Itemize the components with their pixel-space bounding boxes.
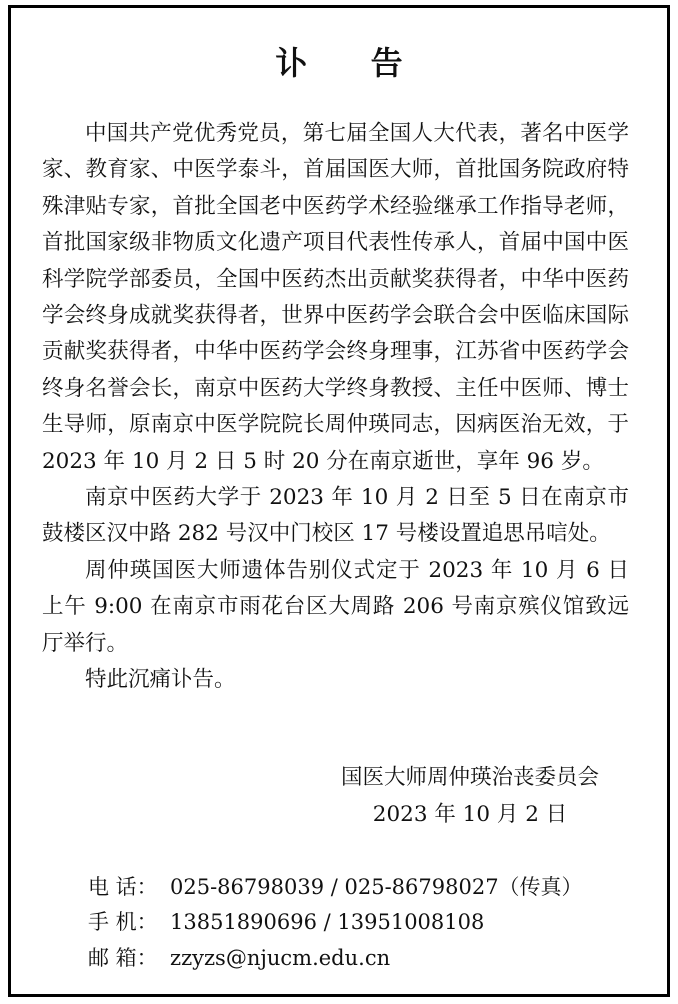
contact-mobile — [88, 905, 484, 939]
contact-phone-value: 025-86798039 / 025-86798027（传真） — [170, 875, 583, 899]
contact-phone — [88, 870, 583, 904]
contact-email — [88, 941, 390, 975]
contact-email-label: 邮 箱： — [88, 946, 158, 970]
contact-mobile-label: 手 机： — [88, 910, 158, 934]
paragraph-farewell-ceremony: 周仲瑛国医大师遗体告别仪式定于 2023 年 10 月 6 日上午 9:00 在南京市雨花台区大周路 206 号南京殡仪馆致远厅举行。 — [42, 557, 629, 656]
paragraph-closing: 特此沉痛讣告。 — [85, 667, 236, 693]
paragraph-biography: 中国共产党优秀党员，第七届全国人大代表，著名中医学家、教育家、中医学泰斗，首届国医大师，首批国务院政府特殊津贴专家，首批全国老中医药学术经验继承工作指导老师，首批国家级非物质文化遗产项目代表性传承人，首届中国中医科学院学部委员，全国中医药杰出贡献奖获得者，中华中医药学会终身成就奖获得者，世界中医药学会联合会中医临床国际贡献奖获得者，中华中医药学会终身理事，江苏省中医药学会终身名誉会长，南京中医药大学终身教授、主任中医师、博士生导师，原南京中医学院院长周仲瑛同志，因病医治无效，于 2023 年 10 月 2 日 5 时 20 分在南京逝世，享年 96 岁。 — [42, 121, 629, 474]
paragraph-memorial-hall: 南京中医药大学于 2023 年 10 月 2 日至 5 日在南京市鼓楼区汉中路 282 号汉中门校区 17 号楼设置追思吊唁处。 — [42, 485, 629, 547]
signature-organization: 国医大师周仲瑛治丧委员会 — [340, 765, 599, 790]
notice-body — [42, 116, 629, 699]
contact-phone-label: 电 话： — [88, 875, 158, 899]
contact-mobile-value: 13851890696 / 13951008108 — [170, 910, 485, 934]
notice-title: 讣 告 — [275, 44, 429, 82]
signature-date: 2023 年 10 月 2 日 — [372, 802, 568, 827]
contact-email-value: zzyzs@njucm.edu.cn — [170, 946, 391, 970]
